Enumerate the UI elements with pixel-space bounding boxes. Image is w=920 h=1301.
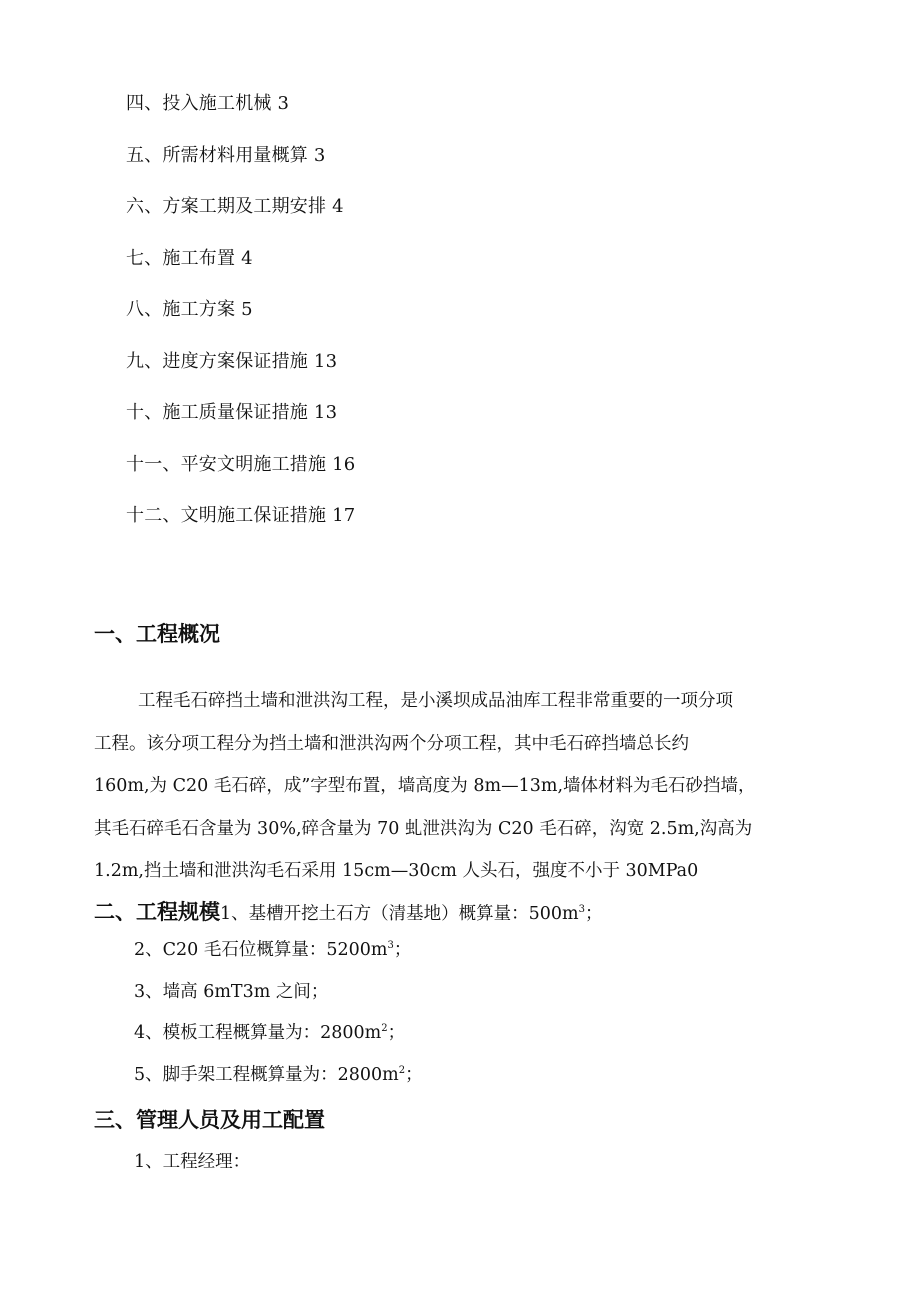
scale-item: 5、脚手架工程概算量为：$2800m^2$；: [134, 1064, 423, 1085]
toc-item[interactable]: 六、方案工期及工期安排 4: [126, 196, 344, 217]
paragraph-line: 工程毛石碎挡土墙和泄洪沟工程，是小溪坝成品油库工程非常重要的一项分项: [138, 691, 733, 711]
scale-item: 4、模板工程概算量为：$2800m^2$；: [134, 1023, 406, 1043]
toc-item[interactable]: 八、施工方案 5: [126, 299, 253, 320]
table-of-contents: [126, 90, 355, 554]
staffing-item: 1、工程经理：: [134, 1152, 251, 1172]
scale-item: 2、C20 毛石位概算量：$5200m^3$；: [134, 940, 412, 960]
staffing-list: [134, 1148, 250, 1190]
section-heading-overview: 一、工程概况: [94, 622, 220, 646]
toc-item[interactable]: 四、投入施工机械 3: [126, 93, 290, 114]
paragraph-line: 1.2m,挡土墙和泄洪沟毛石采用 15cm—30cm 人头石，强度不小于 30MPa0: [94, 861, 699, 881]
scale-item: 3、墙高 6mT3m 之间；: [134, 981, 329, 1002]
section-heading-text: 二、工程规模: [94, 900, 220, 924]
overview-paragraph: [94, 680, 844, 893]
paragraph-line: 工程。该分项工程分为挡土墙和泄洪沟两个分项工程，其中毛石碎挡墙总长约: [94, 733, 689, 754]
toc-item[interactable]: 九、进度方案保证措施 13: [126, 350, 338, 372]
section-heading-scale: [94, 896, 603, 926]
toc-item[interactable]: 五、所需材料用量概算 3: [126, 144, 326, 166]
toc-item[interactable]: 七、施工布置 4: [126, 247, 253, 269]
section-heading-staffing: 三、管理人员及用工配置: [94, 1108, 325, 1132]
paragraph-line: 160m,为 C20 毛石碎，成”字型布置，墙高度为 8m—13m,墙体材料为毛石砂挡墙，: [94, 776, 756, 796]
paragraph-line: 其毛石碎毛石含量为 30%,碎含量为 70 虬泄洪沟为 C20 毛石碎，沟宽 2.5m,沟高为: [94, 818, 753, 839]
scale-list: [134, 936, 423, 1102]
toc-item[interactable]: 十一、平安文明施工措施 16: [126, 453, 356, 475]
toc-item[interactable]: 十二、文明施工保证措施 17: [126, 505, 356, 526]
scale-item: 1、基槽开挖土石方（清基地）概算量：$500m^3$；: [220, 904, 603, 924]
toc-item[interactable]: 十、施工质量保证措施 13: [126, 402, 338, 423]
